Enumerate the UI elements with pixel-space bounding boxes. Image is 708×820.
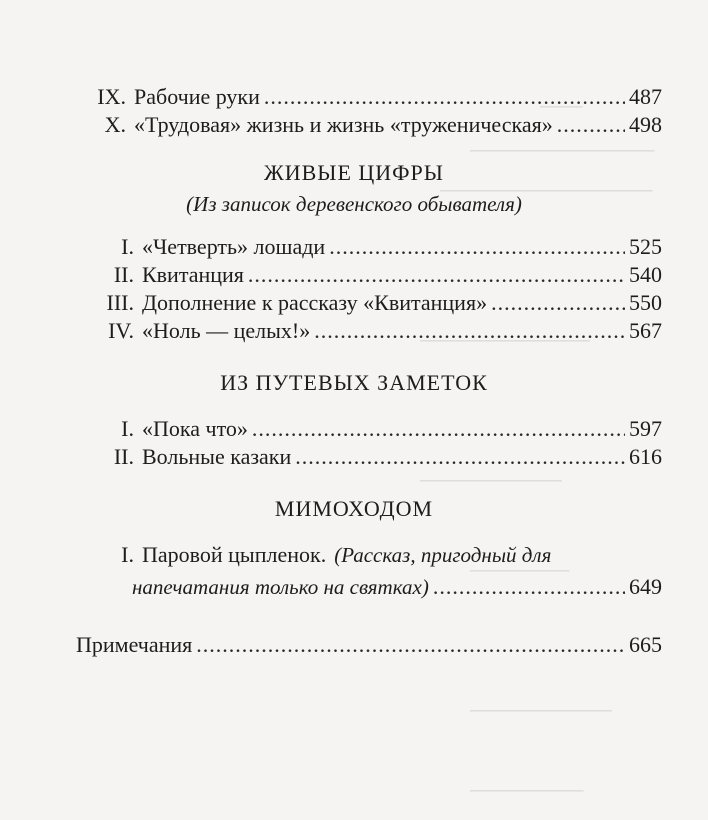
entry-page-number: 540 <box>629 262 662 287</box>
leader-dots <box>196 632 625 658</box>
show-through-texture: ─── ───────────── ─────────────── ──────────── ────────── ─────── ────────── ──────── <box>420 96 655 802</box>
leader-dots <box>264 84 625 110</box>
leader-dots <box>329 234 625 260</box>
entry-number: IX. <box>97 84 126 109</box>
toc-entry[interactable] <box>76 234 662 260</box>
entry-page-number: 550 <box>629 290 662 315</box>
entry-title: Квитанция <box>142 262 244 287</box>
entry-title: «Четверть» лошади <box>142 234 326 259</box>
section-heading: МИМОХОДОМ <box>274 496 434 521</box>
entry-title: «Пока что» <box>142 416 248 441</box>
section-heading: ЖИВЫЕ ЦИФРЫ <box>264 160 444 185</box>
section-heading: ИЗ ПУТЕВЫХ ЗАМЕТОК <box>220 370 488 395</box>
toc-entry[interactable] <box>76 416 662 442</box>
toc-entry-notes[interactable] <box>76 632 662 658</box>
entry-title: «Ноль — целых!» <box>142 318 311 343</box>
entry-number: X. <box>104 112 126 137</box>
toc-entry[interactable] <box>76 542 662 606</box>
entry-page-number: 649 <box>629 574 662 599</box>
entry-title: Дополнение к рассказу «Квитанция» <box>142 290 488 315</box>
toc-entry[interactable] <box>76 84 662 110</box>
entry-title: Примечания <box>76 632 193 657</box>
entry-page-number: 665 <box>629 632 662 657</box>
entry-note: (Рассказ, пригодный для <box>334 543 552 567</box>
leader-dots <box>314 318 625 344</box>
entry-title: Вольные казаки <box>142 444 292 469</box>
toc-entry[interactable] <box>76 262 662 288</box>
leader-dots <box>248 262 625 288</box>
section-subheading: (Из записок деревенского обывателя) <box>186 192 522 216</box>
entry-page-number: 487 <box>629 84 662 109</box>
entry-title: Паровой цыпленок. <box>142 542 327 567</box>
entry-number: I. <box>121 542 134 567</box>
leader-dots <box>252 416 625 442</box>
leader-dots <box>433 574 625 600</box>
entry-page-number: 567 <box>629 318 662 343</box>
entry-page-number: 597 <box>629 416 662 441</box>
entry-page-number: 616 <box>629 444 662 469</box>
entry-title: «Трудовая» жизнь и жизнь «труженическая» <box>134 112 553 137</box>
leader-dots <box>557 112 625 138</box>
entry-number: III. <box>106 290 134 315</box>
entry-number: IV. <box>108 318 134 343</box>
entry-page-number: 525 <box>629 234 662 259</box>
toc-entry[interactable] <box>76 318 662 344</box>
entry-number: II. <box>113 444 134 469</box>
leader-dots <box>295 444 625 470</box>
leader-dots <box>491 290 625 316</box>
entry-number: I. <box>121 234 134 259</box>
entry-number: I. <box>121 416 134 441</box>
toc-entry[interactable] <box>76 112 662 138</box>
entry-title: Рабочие руки <box>134 84 260 109</box>
toc-entry[interactable] <box>76 444 662 470</box>
toc-entry[interactable] <box>76 290 662 316</box>
entry-note: напечатания только на святках) <box>132 575 429 599</box>
entry-number: II. <box>113 262 134 287</box>
entry-page-number: 498 <box>629 112 662 137</box>
